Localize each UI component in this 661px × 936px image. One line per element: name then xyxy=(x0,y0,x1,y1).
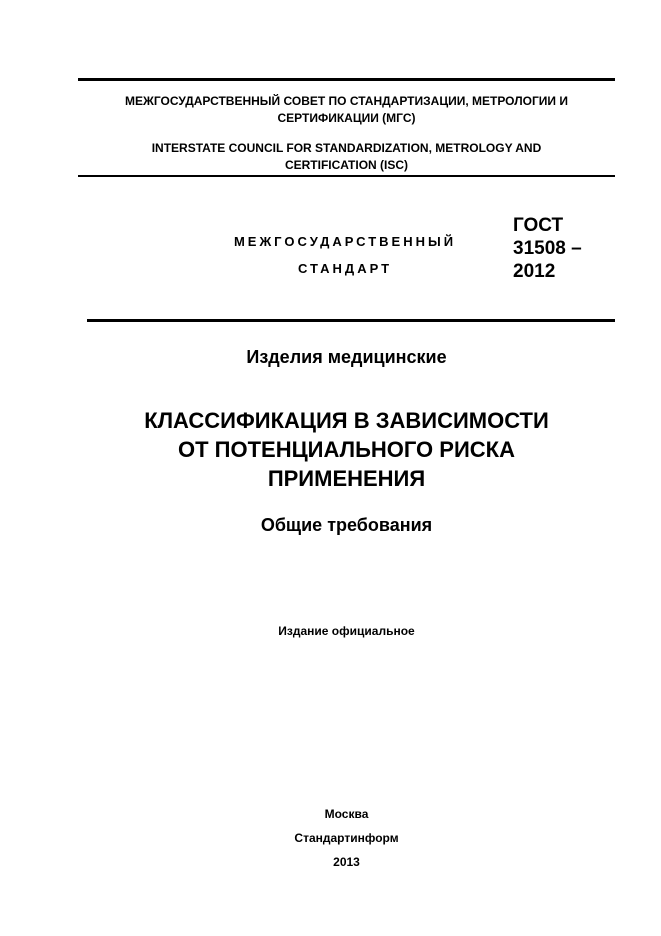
standard-code xyxy=(513,214,582,283)
document-subject: Изделия медицинские xyxy=(246,347,447,367)
council-name-ru xyxy=(78,93,615,127)
standard-divider xyxy=(87,319,615,322)
imprint-city: Москва xyxy=(324,807,369,821)
council-name-ru-line-2: СЕРТИФИКАЦИИ (МГС) xyxy=(277,111,416,125)
standard-code-line-1: ГОСТ xyxy=(513,215,564,236)
standard-code-line-2: 31508 – xyxy=(513,238,582,259)
edition-note: Издание официальное xyxy=(278,624,415,638)
standard-code-line-3: 2012 xyxy=(513,261,556,282)
council-name-en-line-2: CERTIFICATION (ISC) xyxy=(284,158,409,172)
imprint-year: 2013 xyxy=(333,855,360,869)
council-name-ru-line-1: МЕЖГОСУДАРСТВЕННЫЙ СОВЕТ ПО СТАНДАРТИЗАЦИИ, МЕТРОЛОГИИ И xyxy=(125,94,568,108)
document-title-line-3: ПРИМЕНЕНИЯ xyxy=(267,466,426,491)
standard-label-line-1: МЕЖГОСУДАРСТВЕННЫЙ xyxy=(233,234,457,249)
top-rule xyxy=(78,78,615,81)
imprint-publisher: Стандартинформ xyxy=(294,831,399,845)
council-name-en xyxy=(78,140,615,174)
document-title-line-2: ОТ ПОТЕНЦИАЛЬНОГО РИСКА xyxy=(178,437,515,462)
document-title xyxy=(78,406,615,493)
document-subtitle: Общие требования xyxy=(260,515,433,535)
council-divider xyxy=(78,175,615,177)
standard-label-line-2: СТАНДАРТ xyxy=(297,261,393,276)
document-title-line-1: КЛАССИФИКАЦИЯ В ЗАВИСИМОСТИ xyxy=(144,408,549,433)
council-name-en-line-1: INTERSTATE COUNCIL FOR STANDARDIZATION, METROLOGY AND xyxy=(151,141,542,155)
